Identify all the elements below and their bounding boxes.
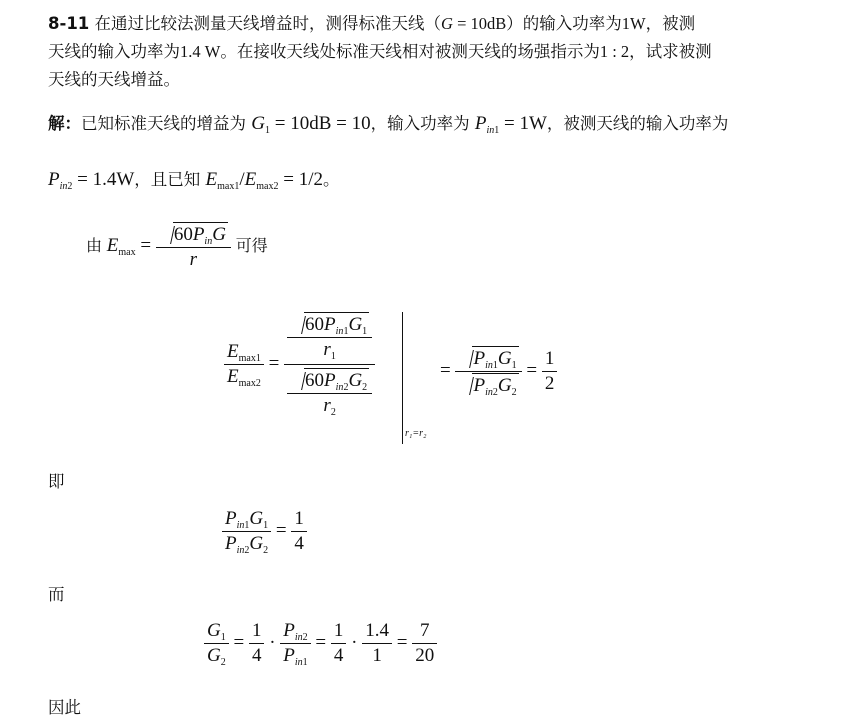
word-kede: 可得 [235, 235, 268, 255]
solution-text: ，且已知 [134, 170, 201, 189]
problem-number: 8-11 [48, 14, 90, 33]
num-one: 1 [249, 620, 265, 644]
condition-text: r₁=r₂ [405, 428, 427, 439]
solution-label: 解： [48, 114, 81, 133]
var-g: G [441, 14, 453, 33]
value-10db: = 10dB [452, 14, 507, 33]
den-four: 4 [333, 645, 344, 666]
emax-ratio: $E_{max1}/E_{max2} = 1/2$ [205, 169, 323, 192]
g-ratio-fraction: $\frac{G_1}{G_2}$ [204, 620, 229, 667]
problem-text: 天线的天线增益。 [48, 70, 180, 89]
gain-ratio: $\frac{G_1}{G_2}$ = $\frac{1}{4}$ · $\frac{P_{in2}}{P_{in1}}$ = $\frac{1}{4}$ · $\frac{1.4}{1}$ = $\frac{7}{20}$ [204, 620, 437, 667]
num-one-four: 1.4 [362, 620, 392, 644]
solution-text: 。 [322, 170, 340, 189]
const-60: 60 [173, 224, 193, 245]
problem-text: ）的输入功率为 [506, 14, 622, 33]
den-one: 1 [372, 645, 382, 666]
ratio-formula: $\frac{E_{max1}}{E_{max2}}$ = $\frac{\frac{60P_{in1}G_1}{r_1}}{\frac{60P_{in2}G_2}{r_2}}$ [224, 312, 375, 417]
power-gain-ratio: $\frac{P_{in1}G_1}{P_{in2}G_2}$ = $\frac{1}{4}$ [222, 508, 307, 555]
half-fraction [542, 348, 558, 395]
word-yinci: 因此 [48, 698, 81, 717]
problem-line-2 [48, 40, 712, 64]
value-1w: 1W [621, 14, 646, 33]
num-seven: 7 [412, 620, 437, 644]
solution-text: ，输入功率为 [370, 114, 470, 133]
num-one: 1 [291, 508, 307, 532]
evaluation-bar [402, 312, 403, 444]
var-r: r [189, 249, 198, 270]
solution-text: 已知标准天线的增益为 [81, 114, 246, 133]
num-one: 1 [331, 620, 347, 644]
big-fraction [284, 312, 375, 417]
word-er: 而 [48, 585, 65, 604]
pg-fraction: $\frac{P_{in1}G_1}{P_{in2}G_2}$ [222, 508, 271, 555]
eval-condition [405, 428, 426, 439]
pin1-value: = 1W [503, 113, 547, 134]
problem-text: 。在接收天线处标准天线相对被测天线的场强指示为 [220, 42, 600, 61]
ratio-1-2: 1 : 2 [599, 42, 630, 61]
den-twenty: 20 [415, 645, 435, 666]
sqrt-ratio-fraction: $\frac{P_{in1}G_1}{P_{in2}G_2}$ [455, 346, 521, 397]
problem-text: ，试求被测 [629, 42, 712, 61]
ratio-value: = 1/2 [283, 169, 323, 190]
word-ji-line [48, 470, 65, 494]
word-er-line [48, 583, 65, 607]
quarter-fraction [291, 508, 307, 555]
word-yinci-line [48, 696, 81, 720]
value-1-4w: 1.4 W [180, 42, 221, 61]
den-two: 2 [544, 373, 555, 394]
ratio-result: = $\frac{P_{in1}G_1}{P_{in2}G_2}$ = $\frac{1}{2}$ [440, 346, 557, 397]
quarter-fraction [331, 620, 347, 667]
pin1-equation: $P_{in1} = 1W$ [474, 113, 547, 136]
word-you: 由 [86, 235, 103, 255]
denominator-sub-fraction: $\frac{60P_{in2}G_2}{r_2}$ [287, 368, 372, 417]
value-fraction [362, 620, 392, 667]
den-four: 4 [251, 645, 262, 666]
emax-ratio-fraction: $\frac{E_{max1}}{E_{max2}}$ [224, 341, 264, 388]
quarter-fraction [249, 620, 265, 667]
emax-fraction: $\frac{60P_{in}G}{r}$ [156, 222, 231, 271]
problem-line-1 [48, 12, 695, 36]
solution-line-1 [48, 112, 728, 136]
p-ratio-fraction: $\frac{P_{in2}}{P_{in1}}$ [280, 620, 310, 667]
solution-line-2 [48, 168, 339, 192]
word-ji: 即 [48, 472, 65, 491]
g1-equation: $G_1 = 10dB = 10$ [251, 113, 371, 136]
result-fraction [412, 620, 437, 667]
problem-line-3 [48, 68, 180, 92]
problem-text: 在通过比较法测量天线增益时，测得标准天线（ [94, 14, 442, 33]
problem-text: 天线的输入功率为 [48, 42, 180, 61]
solution-text: ，被测天线的输入功率为 [546, 114, 729, 133]
pin2-equation: $P_{in2} = 1.4W$ [48, 169, 135, 192]
numerator-sub-fraction: $\frac{60P_{in1}G_1}{r_1}$ [287, 312, 372, 361]
num-one: 1 [542, 348, 558, 372]
emax-formula: 由 $E_{max}$ = $\frac{60P_{in}G}{r}$ 可得 [86, 224, 268, 270]
den-four: 4 [294, 533, 304, 554]
problem-text: ，被测 [645, 14, 696, 33]
g1-value: = 10dB = 10 [274, 113, 371, 134]
pin2-value: = 1.4W [77, 169, 135, 190]
